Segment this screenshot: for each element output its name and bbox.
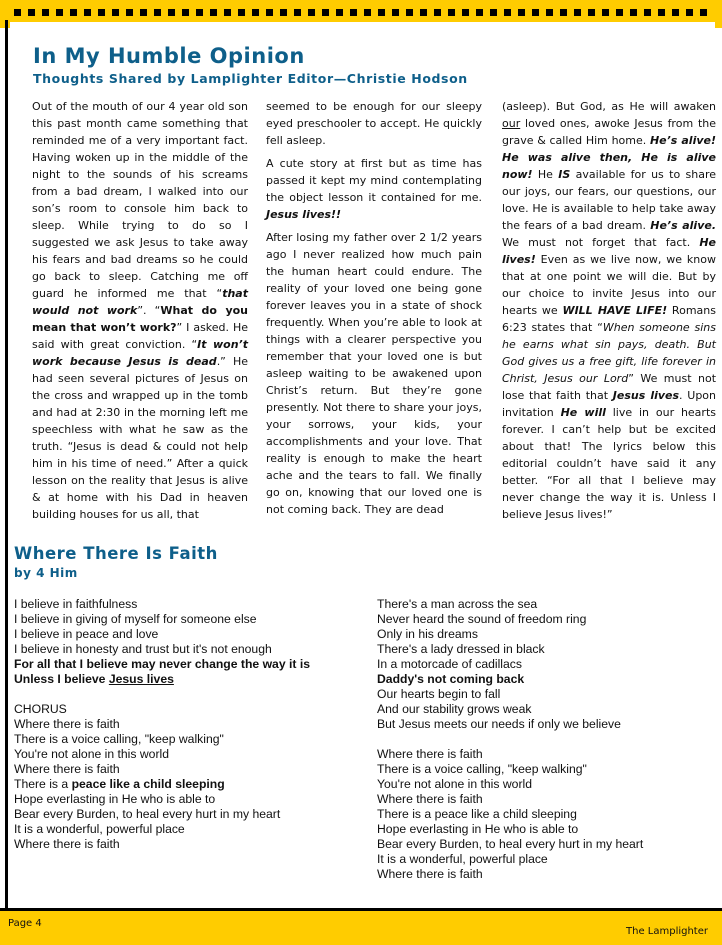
border-dot <box>336 9 343 16</box>
border-dot <box>56 9 63 16</box>
lyric-line: Where there is faith <box>14 762 120 776</box>
lyric-line <box>377 732 643 747</box>
border-dot <box>686 9 693 16</box>
lyric-line: For all that I believe may never change the way it is <box>14 657 310 671</box>
border-dot <box>602 9 609 16</box>
bottom-border-rule <box>0 908 722 911</box>
border-dot <box>574 9 581 16</box>
lyric-line: Where there is faith <box>14 837 120 851</box>
editorial-column-3: (asleep). But God, as He will awaken our loved ones, awoke Jesus from the grave & called Him home. He’s alive! He was alive then, He is alive now! He IS available for us to share our joys, our fears, our questions, our love. He is available to help take away the fears of a bad dream. He’s alive. We must not forget that fact. He lives! Even as we live now, we know that at one point we will die. But by our choice to invite Jesus into our hearts we WILL HAVE LIFE! Romans 6:23 states that “When someone sins he earns what sin pays, death. But God gives us a free gift, life forever in Christ, Jesus our Lord” We must not lose that faith that Jesus lives. Upon invitation He will live in our hearts forever. I can’t help but be excited about that! The lyrics below this editorial couldn’t have said it any better. “For all that I believe may never change the way it is. Unless I believe Jesus lives!” <box>502 100 717 521</box>
border-dot <box>140 9 147 16</box>
border-dot <box>70 9 77 16</box>
lyric-line: But Jesus meets our needs if only we believe <box>377 717 621 731</box>
lyric-line: There is a peace like a child sleeping <box>377 807 577 821</box>
lyric-line: Daddy's not coming back <box>377 672 525 686</box>
song-byline: by 4 Him <box>14 566 78 580</box>
border-dot <box>252 9 259 16</box>
lyric-line: CHORUS <box>14 702 67 716</box>
border-dot <box>616 9 623 16</box>
lyric-line: There's a man across the sea <box>377 597 538 611</box>
border-dot <box>630 9 637 16</box>
page-number: Page 4 <box>8 918 42 929</box>
border-dot <box>532 9 539 16</box>
border-dot <box>392 9 399 16</box>
border-dot <box>476 9 483 16</box>
border-dot <box>448 9 455 16</box>
lyric-line: There is a voice calling, "keep walking" <box>377 762 587 776</box>
lyric-line: Where there is faith <box>377 792 483 806</box>
border-dot <box>308 9 315 16</box>
border-dot <box>504 9 511 16</box>
border-dot <box>560 9 567 16</box>
left-border-rule <box>5 20 8 910</box>
border-dot <box>126 9 133 16</box>
lyric-line: I believe in peace and love <box>14 627 159 641</box>
border-dot <box>28 9 35 16</box>
border-dot <box>224 9 231 16</box>
publication-name: The Lamplighter <box>626 926 708 937</box>
border-dot <box>266 9 273 16</box>
lyric-line: In a motorcade of cadillacs <box>377 657 522 671</box>
dotted-border <box>14 9 714 16</box>
lyric-line: Unless I believe Jesus lives <box>14 672 174 686</box>
lyric-line: There is a voice calling, "keep walking" <box>14 732 224 746</box>
lyric-line: Hope everlasting in He who is able to <box>14 792 216 806</box>
border-dot <box>280 9 287 16</box>
border-dot <box>490 9 497 16</box>
lyric-line: Where there is faith <box>377 747 483 761</box>
border-dot <box>42 9 49 16</box>
lyric-line: You're not alone in this world <box>377 777 532 791</box>
lyric-line: There is a peace like a child sleeping <box>14 777 225 791</box>
editorial-column-1: Out of the mouth of our 4 year old son this past month came something that reminded me of a very important fact. Having woken up in the middle of the night to the sounds of his screams from a bad dream, I walked into our son’s room to console him back to sleep. While trying to do so I suggested we ask Jesus to take away his fears and bad dreams so he could go back to sleep. Catching me off guard he informed me that “that would not work”. “What do you mean that won’t work?” I asked. He said with great conviction. “It won’t work because Jesus is dead.” He had seen several pictures of Jesus on the cross and wrapped up in the tomb and had at 2:30 in the morning left me speechless with what he saw as the truth. “Jesus is dead & could not help him in his time of need.” After a quick lesson on the reality that Jesus is alive & at home with his Dad in heaven building houses for us all, that <box>32 100 249 521</box>
border-dot <box>294 9 301 16</box>
lyric-line: Never heard the sound of freedom ring <box>377 612 587 626</box>
editorial-column-2: seemed to be enough for our sleepy eyed preschooler to accept. He quickly fell asleep. A cute story at first but as time has passed it kept my mind contemplating the object lesson it contained for me. Jesus lives!! After losing my father over 2 1/2 years ago I never realized how much pain the human heart could endure. The reality of your loved one being gone forever leaves you in a state of shock frequently. When you’re able to look at things with a clearer perspective you remember that your loved one is but asleep waiting to be awakened upon Christ’s return. But they’re gone presently. Not there to share your joys, your sorrows, your kids, your accomplishments and your love. That reality is enough to make the heart ache and the tears to fall. We finally go on, knowing that our loved one is not coming back. They are dead <box>266 100 482 516</box>
lyric-line: Hope everlasting in He who is able to <box>377 822 579 836</box>
border-dot <box>588 9 595 16</box>
lyric-line: Only in his dreams <box>377 627 478 641</box>
lyrics-left <box>14 597 310 852</box>
lyric-line: I believe in giving of myself for someone else <box>14 612 257 626</box>
border-dot <box>322 9 329 16</box>
lyric-line: You're not alone in this world <box>14 747 169 761</box>
lyric-line: Where there is faith <box>377 867 483 881</box>
lyric-line: There's a lady dressed in black <box>377 642 545 656</box>
border-dot <box>182 9 189 16</box>
border-dot <box>644 9 651 16</box>
lyric-line: Our hearts begin to fall <box>377 687 501 701</box>
border-dot <box>658 9 665 16</box>
border-dot <box>112 9 119 16</box>
editorial-title: In My Humble Opinion <box>33 44 305 68</box>
border-dot <box>154 9 161 16</box>
lyric-line: It is a wonderful, powerful place <box>14 822 185 836</box>
border-dot <box>434 9 441 16</box>
border-dot <box>210 9 217 16</box>
border-dot <box>14 9 21 16</box>
border-dot <box>98 9 105 16</box>
border-dot <box>350 9 357 16</box>
border-dot <box>196 9 203 16</box>
border-dot <box>378 9 385 16</box>
border-dot <box>700 9 707 16</box>
song-title: Where There Is Faith <box>14 544 218 563</box>
border-dot <box>238 9 245 16</box>
border-dot <box>672 9 679 16</box>
bottom-border-band <box>0 910 722 945</box>
lyric-line: It is a wonderful, powerful place <box>377 852 548 866</box>
lyric-line: Bear every Burden, to heal every hurt in my heart <box>377 837 644 851</box>
lyric-line: I believe in faithfulness <box>14 597 138 611</box>
border-dot <box>462 9 469 16</box>
lyric-line <box>14 687 310 702</box>
border-dot <box>546 9 553 16</box>
editorial-subtitle: Thoughts Shared by Lamplighter Editor—Christie Hodson <box>33 71 468 86</box>
border-dot <box>420 9 427 16</box>
lyric-line: I believe in honesty and trust but it's not enough <box>14 642 272 656</box>
border-dot <box>84 9 91 16</box>
lyric-line: Where there is faith <box>14 717 120 731</box>
lyric-line: Bear every Burden, to heal every hurt in my heart <box>14 807 281 821</box>
border-dot <box>364 9 371 16</box>
border-dot <box>518 9 525 16</box>
border-dot <box>406 9 413 16</box>
border-dot <box>168 9 175 16</box>
lyrics-right <box>377 597 643 882</box>
lyric-line: And our stability grows weak <box>377 702 532 716</box>
